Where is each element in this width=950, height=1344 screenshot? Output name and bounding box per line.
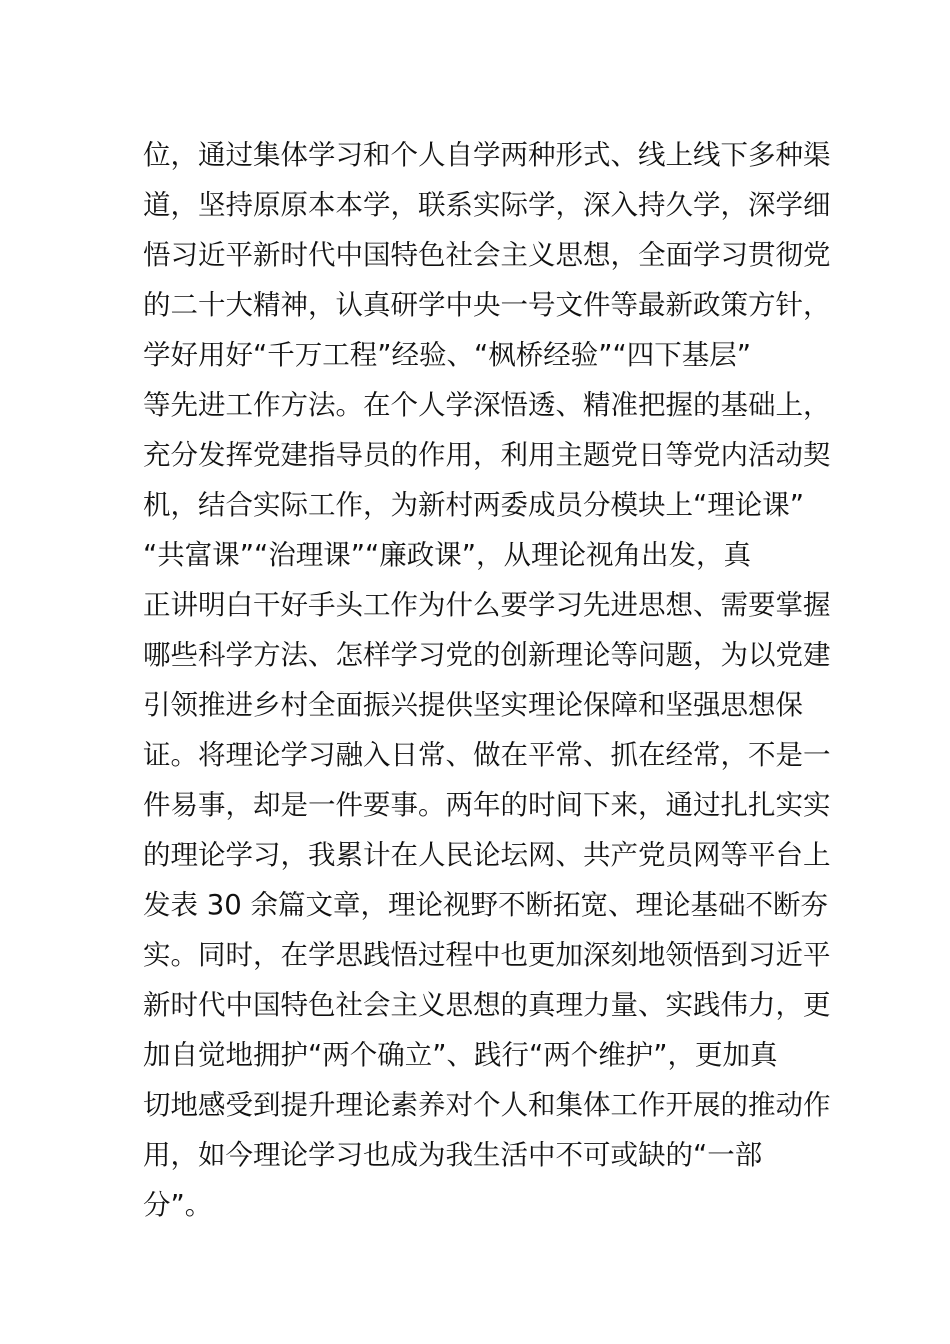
text-line: 等先进工作方法。在个人学深悟透、精准把握的基础上， xyxy=(143,389,831,421)
text-line: 加自觉地拥护“两个确立”、践行“两个维护”，更加真 xyxy=(143,1039,778,1071)
text-line: 发表 30 余篇文章，理论视野不断拓宽、理论基础不断夯 xyxy=(143,889,828,921)
text-line: 分”。 xyxy=(143,1189,213,1221)
text-line: 的理论学习，我累计在人民论坛网、共产党员网等平台上 xyxy=(143,839,831,871)
text-line: 位，通过集体学习和个人自学两种形式、线上线下多种渠 xyxy=(143,139,831,171)
text-line: 新时代中国特色社会主义思想的真理力量、实践伟力，更 xyxy=(143,989,831,1021)
text-line: “共富课”“治理课”“廉政课”，从理论视角出发，真 xyxy=(143,539,751,571)
text-line: 正讲明白干好手头工作为什么要学习先进思想、需要掌握 xyxy=(143,589,831,621)
text-line: 哪些科学方法、怎样学习党的创新理论等问题，为以党建 xyxy=(143,639,831,671)
text-line: 机，结合实际工作，为新村两委成员分模块上“理论课” xyxy=(143,489,804,521)
text-line: 引领推进乡村全面振兴提供坚实理论保障和坚强思想保 xyxy=(143,689,803,721)
text-line: 件易事，却是一件要事。两年的时间下来，通过扎扎实实 xyxy=(143,789,831,821)
text-line: 悟习近平新时代中国特色社会主义思想，全面学习贯彻党 xyxy=(143,239,831,271)
text-line: 证。将理论学习融入日常、做在平常、抓在经常，不是一 xyxy=(143,739,831,771)
text-line: 用，如今理论学习也成为我生活中不可或缺的“一部 xyxy=(143,1139,763,1171)
text-line: 学好用好“千万工程”经验、“枫桥经验”“四下基层” xyxy=(143,339,751,371)
text-line: 切地感受到提升理论素养对个人和集体工作开展的推动作 xyxy=(143,1089,831,1121)
text-line: 实。同时，在学思践悟过程中也更加深刻地领悟到习近平 xyxy=(143,939,831,971)
text-line: 道，坚持原原本本学，联系实际学，深入持久学，深学细 xyxy=(143,189,831,221)
text-line: 充分发挥党建指导员的作用，利用主题党日等党内活动契 xyxy=(143,439,831,471)
text-line: 的二十大精神，认真研学中央一号文件等最新政策方针， xyxy=(143,289,831,321)
